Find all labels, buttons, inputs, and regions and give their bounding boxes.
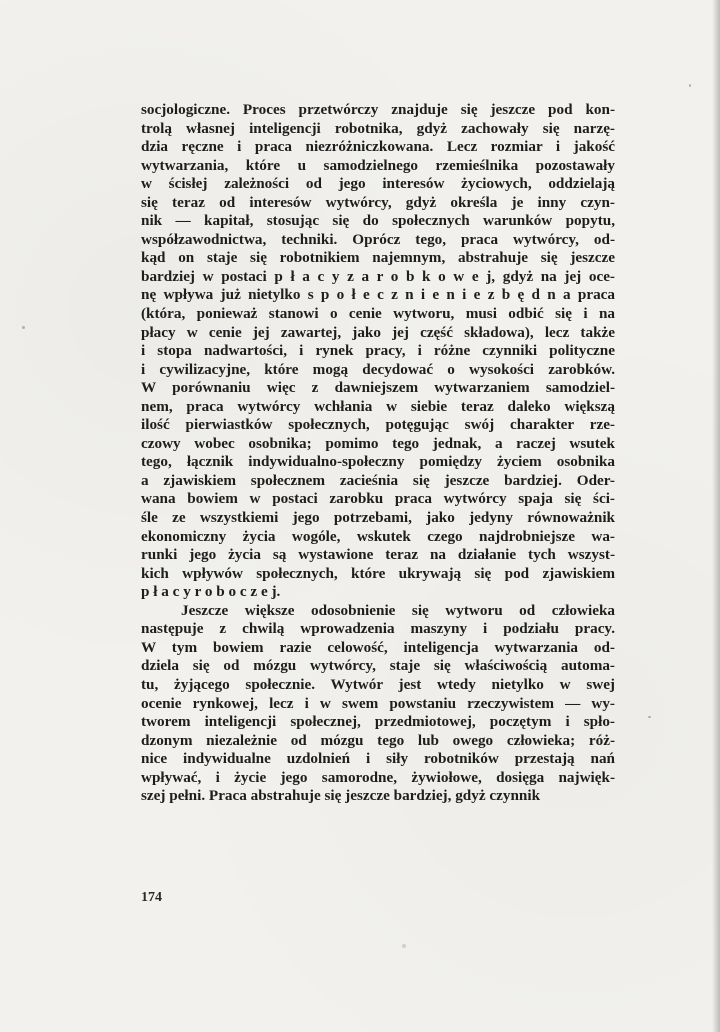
paragraph [141,101,615,602]
paper-speck [648,716,651,718]
text-line: socjologiczne. Proces przetwórczy znajduje się jeszcze pod kon- [141,101,615,118]
text-line: czowy wobec osobnika; pomimo tego jednak, a raczej wsutek [141,434,615,452]
text-line: następuje z chwilą wprowadzenia maszyny i podziału pracy. [141,620,615,638]
text-line: nem, praca wytwórcy wchłania w siebie teraz daleko większą [141,397,615,415]
text-line: dzonym niezależnie od mózgu tego lub owego człowieka; róż- [141,731,615,749]
text-line: nice indywidualne uzdolnień i siły robotników przestają nań [141,750,615,768]
text-line: a zjawiskiem społecznem zacieśnia się jeszcze bardziej. Oder- [141,471,615,489]
text-line: kich wpływów społecznych, które ukrywają się pod zjawiskiem [141,564,615,582]
text-line: Jeszcze większe odosobnienie się wytworu od człowieka [181,601,615,619]
text-line: i cywilizacyjne, które mogą decydować o wysokości zarobków. [141,360,615,378]
text-line: ekonomiczny życia wogóle, wskutek czego najdrobniejsze wa- [141,527,615,545]
paragraph [141,602,615,806]
text-line: i stopa nadwartości, i rynek pracy, i różne czynniki polityczne [141,342,615,360]
text-line: ocenie rynkowej, lecz i w swem powstaniu rzeczywistem — wy- [141,694,615,712]
text-line: p ł a c y r o b o c z e j. [141,583,281,601]
text-line: ilość pierwiastków społecznych, potęgując swój charakter rze- [141,416,615,434]
text-line: współzawodnictwa, techniki. Oprócz tego, praca wytwórcy, od- [141,230,615,248]
text-line: nę wpływa już nietylko s p o ł e c z n i e n i e z b ę d n a praca [141,286,615,304]
text-line: wytwarzania, które u samodzielnego rzemieślnika pozostawały [141,156,615,174]
text-line: się teraz od interesów wytwórcy, gdyż określa je inny czyn- [141,193,615,211]
text-line: W porównaniu więc z dawniejszem wytwarzaniem samodziel- [141,379,615,397]
paper-speck [22,326,25,329]
text-line: dziela się od mózgu wytwórcy, staje się właściwością automa- [141,657,615,675]
text-line: W tym bowiem razie celowość, inteligencja wytwarzania od- [141,638,615,656]
text-line: śle ze wszystkiemi jego potrzebami, jako jedyny równoważnik [141,509,615,527]
text-line: nik — kapitał, stosując się do społecznych warunków popytu, [141,212,615,230]
page-edge-shadow [712,0,720,1032]
text-line: szej pełni. Praca abstrahuje się jeszcze bardziej, gdyż czynnik [141,787,541,805]
text-line: trolą własnej inteligencji robotnika, gdyż zachowały się narzę- [141,119,615,137]
text-line: runki jego życia są wystawione teraz na działanie tych wszyst- [141,546,615,564]
text-line: (która, ponieważ stanowi o cenie wytworu, musi odbić się i na [141,305,615,323]
text-line: bardziej w postaci p ł a c y z a r o b k o w e j, gdyż na jej oce- [141,267,615,285]
text-line: wpływać, i życie jego samorodne, żywiołowe, dosięga najwięk- [141,768,615,786]
text-line: płacy w cenie jej zawartej, jako jej część składowa), lecz także [141,323,615,341]
text-line: tego, łącznik indywidualno-społeczny pomiędzy życiem osobnika [141,453,615,471]
text-line: w ścisłej zależności od jego interesów życiowych, oddzielają [141,175,615,193]
paper-speck [689,84,691,87]
text-line: wana bowiem w postaci zarobku praca wytwórcy spaja się ści- [141,490,615,508]
text-line: kąd on staje się robotnikiem najemnym, abstrahuje się jeszcze [141,249,615,267]
page-number: 174 [141,890,162,905]
body-text [141,101,615,806]
text-line: tworem inteligencji społecznej, przedmiotowej, poczętym i spło- [141,713,615,731]
paper-speck [402,944,406,948]
text-line: dzia ręczne i praca niezróżniczkowana. Lecz rozmiar i jakość [141,138,615,156]
text-line: tu, żyjącego społecznie. Wytwór jest wtedy nietylko w swej [141,675,615,693]
